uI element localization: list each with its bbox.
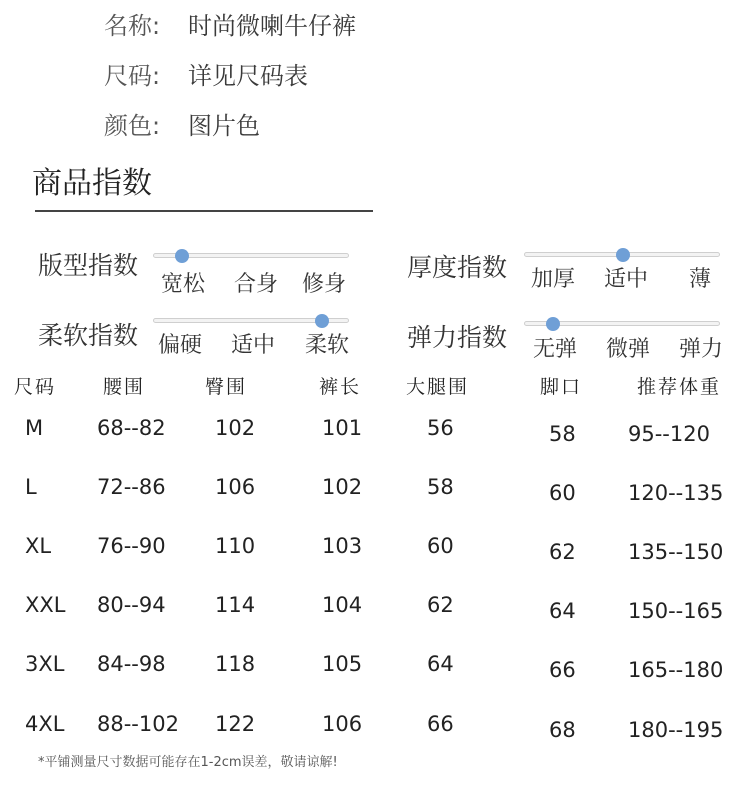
info-row-size [104, 56, 308, 91]
index-knob [175, 249, 189, 263]
cell-size: 4XL [25, 712, 65, 736]
cell-thigh: 64 [427, 652, 454, 676]
name-label: 名称: [104, 12, 161, 40]
index-option: 宽松 [161, 272, 206, 297]
size-label: 尺码: [104, 62, 161, 90]
index-option: 适中 [231, 333, 276, 358]
header-waist: 腰围 [103, 376, 146, 398]
header-weight: 推荐体重 [637, 376, 722, 398]
header-length: 裤长 [319, 376, 362, 398]
cell-weight: 165--180 [628, 658, 724, 682]
cell-thigh: 58 [427, 475, 454, 499]
index-option: 薄 [689, 267, 712, 292]
name-value: 时尚微喇牛仔裤 [188, 12, 356, 40]
header-size: 尺码 [14, 376, 57, 398]
cell-length: 103 [322, 534, 363, 558]
index-option: 修身 [302, 272, 347, 297]
cell-length: 101 [322, 416, 363, 440]
cell-size: M [25, 416, 44, 440]
index-option: 柔软 [305, 333, 350, 358]
index-label: 弹力指数 [407, 323, 508, 352]
cell-length: 104 [322, 593, 363, 617]
cell-hip: 114 [215, 593, 256, 617]
index-option: 无弹 [533, 337, 578, 362]
cell-size: L [25, 475, 37, 499]
index-option: 微弹 [606, 337, 651, 362]
cell-hip: 106 [215, 475, 256, 499]
cell-hem: 62 [549, 540, 576, 564]
info-row-color [104, 106, 260, 141]
section-title: 商品指数 [32, 166, 152, 201]
color-value: 图片色 [188, 112, 260, 140]
cell-hip: 118 [215, 652, 256, 676]
index-option: 弹力 [679, 337, 724, 362]
index-track [153, 318, 349, 323]
cell-size: XXL [25, 593, 66, 617]
cell-length: 105 [322, 652, 363, 676]
cell-waist: 68--82 [97, 416, 166, 440]
cell-waist: 72--86 [97, 475, 166, 499]
cell-thigh: 62 [427, 593, 454, 617]
index-track [153, 253, 349, 258]
cell-hip: 102 [215, 416, 256, 440]
section-divider [35, 210, 373, 212]
index-knob [315, 314, 329, 328]
cell-weight: 180--195 [628, 718, 724, 742]
cell-hem: 68 [549, 718, 576, 742]
cell-hem: 66 [549, 658, 576, 682]
cell-weight: 135--150 [628, 540, 724, 564]
cell-waist: 80--94 [97, 593, 166, 617]
index-track [524, 321, 720, 326]
info-row-name [104, 6, 356, 41]
color-label: 颜色: [104, 112, 161, 140]
index-label: 厚度指数 [407, 253, 508, 282]
size-value: 详见尺码表 [188, 62, 308, 90]
cell-weight: 120--135 [628, 481, 724, 505]
cell-waist: 88--102 [97, 712, 179, 736]
index-option: 偏硬 [158, 333, 203, 358]
cell-size: 3XL [25, 652, 65, 676]
cell-hip: 110 [215, 534, 256, 558]
cell-thigh: 60 [427, 534, 454, 558]
cell-length: 106 [322, 712, 363, 736]
header-hip: 臀围 [205, 376, 248, 398]
cell-weight: 95--120 [628, 422, 710, 446]
cell-hem: 58 [549, 422, 576, 446]
index-knob [616, 248, 630, 262]
index-option: 合身 [234, 272, 279, 297]
cell-thigh: 56 [427, 416, 454, 440]
index-label: 柔软指数 [38, 321, 139, 350]
header-hem: 脚口 [540, 376, 583, 398]
cell-weight: 150--165 [628, 599, 724, 623]
index-option: 适中 [604, 267, 649, 292]
cell-hem: 60 [549, 481, 576, 505]
cell-thigh: 66 [427, 712, 454, 736]
cell-waist: 84--98 [97, 652, 166, 676]
index-option: 加厚 [531, 267, 576, 292]
cell-waist: 76--90 [97, 534, 166, 558]
header-thigh: 大腿围 [406, 376, 470, 398]
cell-hip: 122 [215, 712, 256, 736]
cell-size: XL [25, 534, 52, 558]
cell-length: 102 [322, 475, 363, 499]
index-track [524, 252, 720, 257]
cell-hem: 64 [549, 599, 576, 623]
measurement-note: *平铺测量尺寸数据可能存在1-2cm误差，敬请谅解! [38, 755, 338, 770]
index-knob [546, 317, 560, 331]
index-label: 版型指数 [38, 251, 139, 280]
